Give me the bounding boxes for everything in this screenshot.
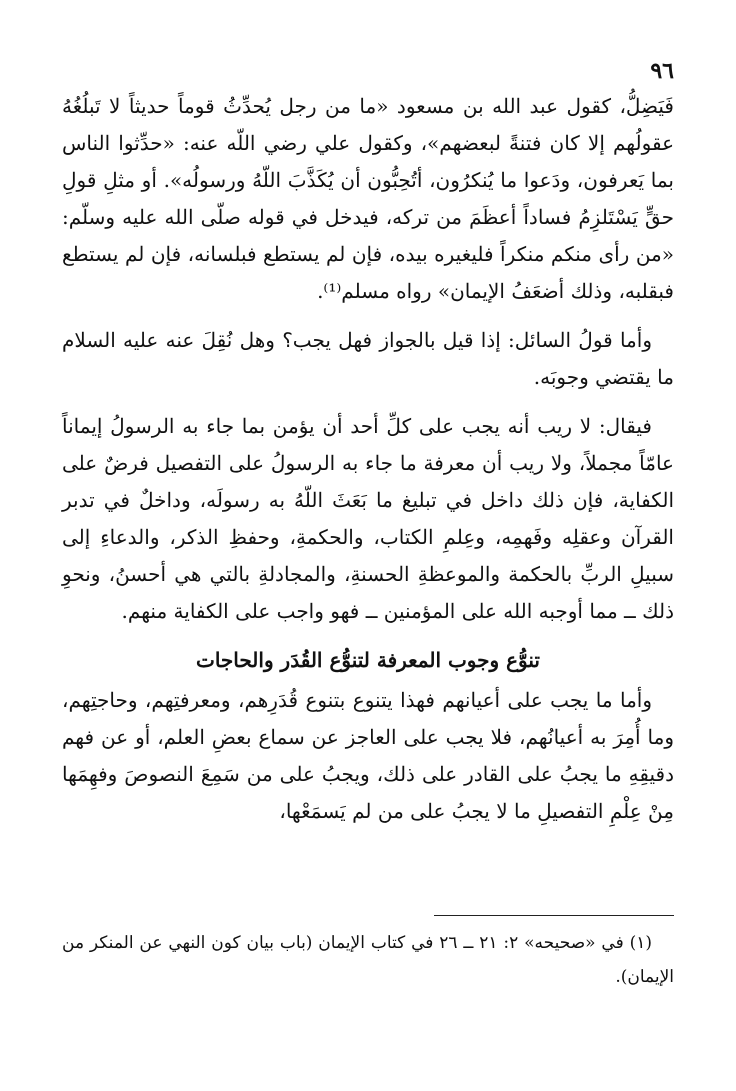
paragraph-4: وأما ما يجب على أعيانهم فهذا يتنوع بتنوع قُدَرِهم، ومعرفتِهم، وحاجتِهم، وما أُمِرَ به أعيانُهم، فلا يجب على العاجز عن سماع بعضِ العلم، أو عن فهم دقيقِهِ ما يجبُ على القادر على ذلك، ويجبُ على من سَمِعَ النصوصَ وفهِمَها مِنْ عِلْمِ التفصيلِ ما لا يجبُ على من لم يَسمَعْها، — [62, 688, 674, 823]
page-number: ٩٦ — [650, 58, 674, 84]
footnote — [62, 926, 674, 994]
footnote-text: (١) في «صحيحه» ٢: ٢١ ــ ٢٦ في كتاب الإيمان (باب بيان كون النهي عن المنكر من الإيمان). — [62, 933, 674, 987]
paragraph-1: فَيَضِلُّ، كقول عبد الله بن مسعود «ما من رجل يُحدِّثُ قوماً حديثاً لا تَبلُغُهُ عقولُهم إلا كان فتنةً لبعضهم»، وكقول علي رضي اللّه عنه: «حدِّثوا الناس بما يَعرفون، ودَعوا ما يُنكرُون، أتُحِبُّون أن يُكَذَّبَ اللّهُ ورسولُه». أو مثلِ قولِ حقٍّ يَسْتَلزِمُ فساداً أعظَمَ من تركه، فيدخل في قوله صلّى الله عليه وسلّم: «من رأى منكم منكراً فليغيره بيده، فإن لم يستطع فبلسانه، فإن لم يستطع فبقلبه، وذلك أضعَفُ الإيمان» رواه مسلم⁽¹⁾. — [62, 94, 674, 303]
book-page — [62, 58, 674, 1058]
paragraph-3: فيقال: لا ريب أنه يجب على كلِّ أحد أن يؤمن بما جاء به الرسولُ إيماناً عامّاً مجملاً، ولا ريب أن معرفة ما جاء به الرسولُ على التفصيل فرضٌ على الكفاية، فإن ذلك داخل في تبليغ ما بَعَثَ اللّهُ به رسولَه، وداخلٌ في تدبر القرآن وعقلِه وفَهمِه، وعِلمِ الكتاب، والحكمةِ، وحفظِ الذكر، والدعاءِ إلى سبيلِ الربِّ بالحكمة والموعظةِ الحسنةِ، والمجادلةِ بالتي هي أحسنُ، ونحوِ ذلك ــ مما أوجبه الله على المؤمنين ــ فهو واجب على الكفاية منهم. — [62, 414, 674, 623]
section-heading: تنوُّع وجوب المعرفة لتنوُّع القُدَر والحاجات — [196, 648, 540, 672]
footnote-divider — [434, 915, 674, 916]
main-text — [62, 88, 674, 842]
paragraph-2: وأما قولُ السائل: إذا قيل بالجواز فهل يجب؟ وهل نُقِلَ عنه عليه السلام ما يقتضي وجوبَه. — [62, 328, 674, 389]
